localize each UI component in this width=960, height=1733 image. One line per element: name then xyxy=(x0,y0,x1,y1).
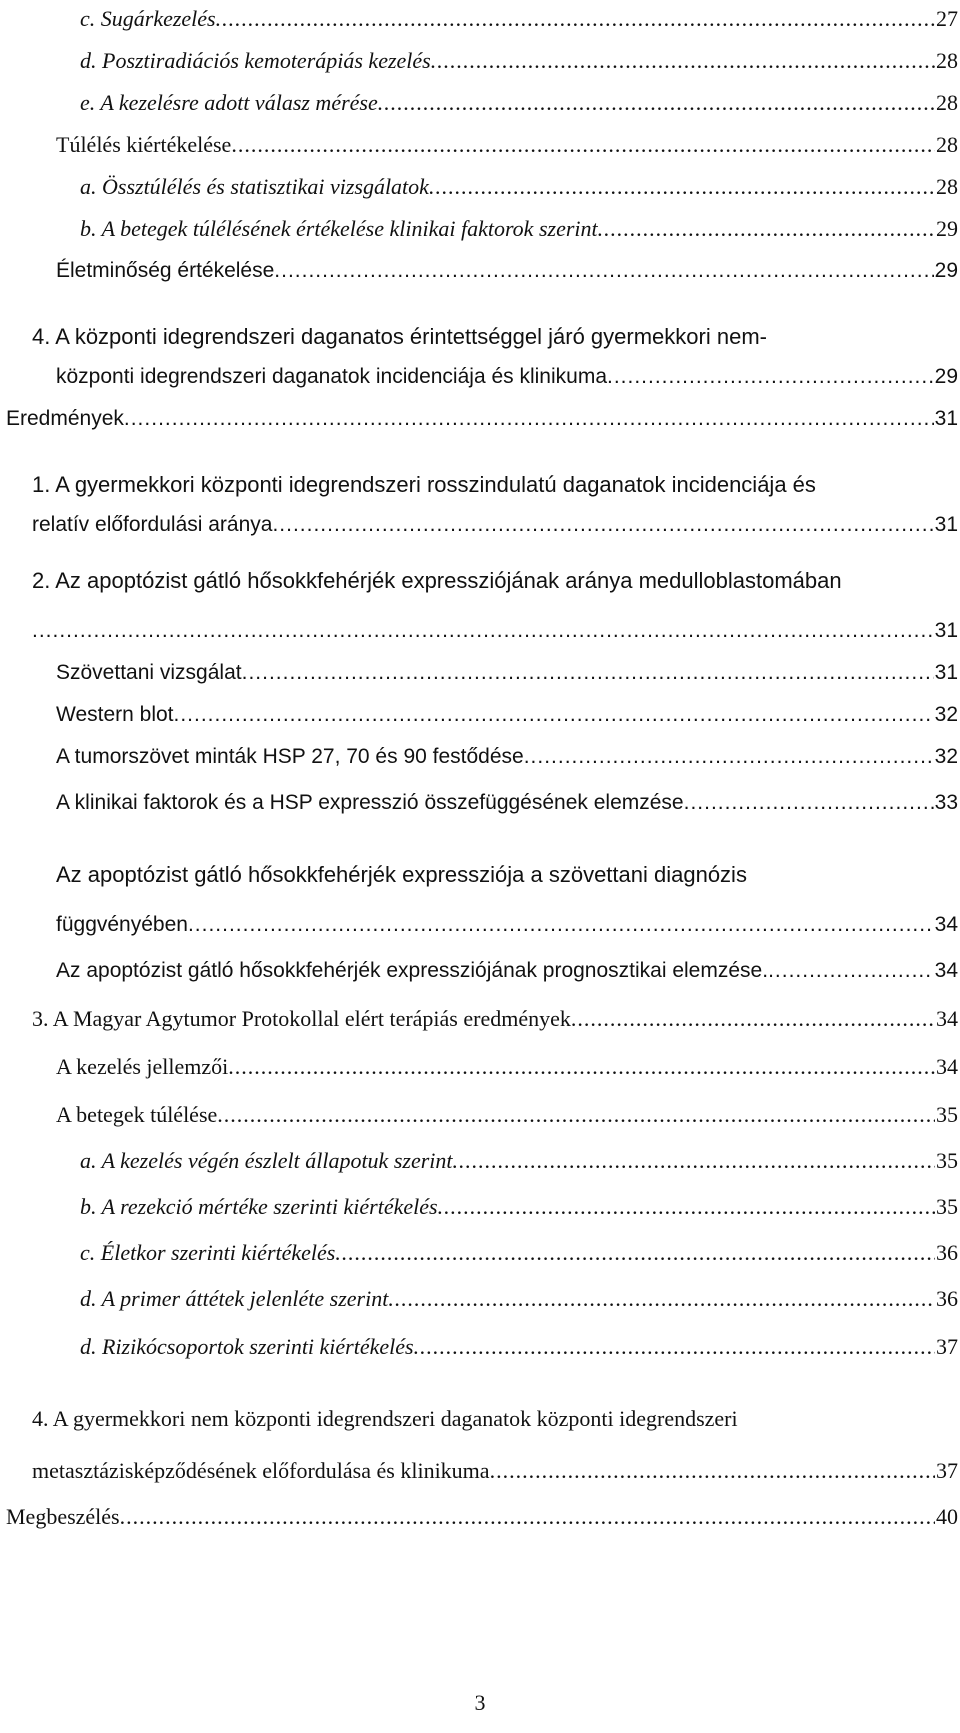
toc-entry-page: 31 xyxy=(934,407,958,430)
toc-entry-page: 35 xyxy=(936,1194,958,1219)
toc-entry-page: 31 xyxy=(934,619,958,642)
toc-entry-title: c. Sugárkezelés xyxy=(80,6,216,31)
dot-leader xyxy=(188,912,934,938)
dot-leader xyxy=(242,660,934,686)
toc-entry-page: 29 xyxy=(936,216,958,241)
toc-entry-page: 31 xyxy=(934,513,958,536)
dot-leader xyxy=(524,744,934,770)
toc-entry-title: A kezelés jellemzői xyxy=(56,1054,229,1079)
toc-entry-title: Szövettani vizsgálat xyxy=(56,661,242,684)
toc-entry[interactable] xyxy=(56,244,958,284)
toc-entry-title: Megbeszélés xyxy=(6,1504,120,1529)
toc-entry-title: A betegek túlélése xyxy=(56,1102,218,1127)
toc-entry-page: 35 xyxy=(936,1148,958,1173)
toc-entry-title-line: Az apoptózist gátló hősokkfehérjék expressziója a szövettani diagnózis xyxy=(56,862,747,887)
dot-leader xyxy=(598,216,935,242)
toc-entry[interactable] xyxy=(56,944,958,984)
toc-entry-title: Az apoptózist gátló hősokkfehérjék expressziójának prognosztikai elemzése. xyxy=(56,959,769,982)
toc-entry[interactable] xyxy=(80,1320,958,1360)
toc-entry[interactable] xyxy=(56,1088,958,1128)
toc-entry-title-line: 1. A gyermekkori központi idegrendszeri rosszindulatú daganatok incidenciája és xyxy=(32,472,816,497)
toc-entry-title-line: 2. Az apoptózist gátló hősokkfehérjék expressziójának aránya medulloblastomában xyxy=(32,568,842,593)
dot-leader xyxy=(438,1194,935,1220)
toc-entry-page: 28 xyxy=(936,48,958,73)
toc-entry[interactable] xyxy=(56,646,958,686)
toc-entry-page: 29 xyxy=(934,365,958,388)
toc-entry-title: A tumorszövet minták HSP 27, 70 és 90 festődése xyxy=(56,745,524,768)
dot-leader xyxy=(684,790,934,816)
toc-entry[interactable] xyxy=(56,1040,958,1080)
toc-entry-title: Túlélés kiértékelése xyxy=(56,132,232,157)
dot-leader xyxy=(231,132,935,158)
toc-entry[interactable] xyxy=(80,202,958,242)
toc-entry[interactable] xyxy=(80,34,958,74)
toc-entry-page: 29 xyxy=(934,259,958,282)
toc-entry[interactable] xyxy=(56,688,958,728)
toc-entry[interactable] xyxy=(80,76,958,116)
toc-entry[interactable] xyxy=(32,498,958,538)
toc-entry-page: 28 xyxy=(936,174,958,199)
toc-entry-title: b. A rezekció mértéke szerinti kiértékelés xyxy=(80,1194,438,1219)
dot-leader xyxy=(429,174,935,200)
toc-entry-title: a. Össztúlélés és statisztikai vizsgálatok xyxy=(80,174,429,199)
toc-entry-page: 34 xyxy=(936,1006,958,1031)
toc-entry-title: központi idegrendszeri daganatok incidenciája és klinikuma xyxy=(56,365,607,388)
toc-entry-title: relatív előfordulási aránya xyxy=(32,513,273,536)
toc-entry[interactable] xyxy=(56,776,958,816)
toc-entry-title: Eredmények xyxy=(6,407,124,430)
toc-entry-title: A klinikai faktorok és a HSP expresszió összefüggésének elemzése xyxy=(56,791,684,814)
toc-entry[interactable] xyxy=(32,992,958,1032)
toc-entry[interactable] xyxy=(56,350,958,390)
toc-entry-title: d. Posztiradiációs kemoterápiás kezelés xyxy=(80,48,431,73)
toc-entry-title: a. A kezelés végén észlelt állapotuk szerint xyxy=(80,1148,453,1173)
toc-entry-title-line: 4. A gyermekkori nem központi idegrendszeri daganatok központi idegrendszeri xyxy=(32,1406,738,1431)
dot-leader xyxy=(431,48,935,74)
toc-entry[interactable] xyxy=(80,0,958,32)
toc-entry[interactable] xyxy=(80,1134,958,1174)
toc-entry[interactable] xyxy=(32,604,958,644)
toc-entry-page: 36 xyxy=(936,1240,958,1265)
toc-entry-title: c. Életkor szerinti kiértékelés xyxy=(80,1240,336,1265)
toc-entry[interactable] xyxy=(6,1490,958,1530)
dot-leader xyxy=(453,1148,936,1174)
toc-entry-title: Életminőség értékelése xyxy=(56,259,275,282)
dot-leader xyxy=(272,512,933,538)
dot-leader xyxy=(216,6,935,32)
toc-entry-page: 37 xyxy=(936,1458,958,1483)
dot-leader xyxy=(607,364,934,390)
toc-entry[interactable] xyxy=(80,1226,958,1266)
toc-entry-page: 33 xyxy=(934,791,958,814)
toc-entry-title: Western blot xyxy=(56,703,174,726)
page-number: 3 xyxy=(474,1690,486,1715)
toc-entry[interactable] xyxy=(56,730,958,770)
dot-leader xyxy=(414,1334,935,1360)
toc-entry-title: d. A primer áttétek jelenléte szerint xyxy=(80,1286,389,1311)
toc-entry[interactable] xyxy=(6,392,958,432)
toc-entry[interactable] xyxy=(80,1180,958,1220)
dot-leader xyxy=(174,702,934,728)
toc-entry[interactable] xyxy=(32,1444,958,1484)
toc-entry-page: 34 xyxy=(936,1054,958,1079)
dot-leader xyxy=(378,90,935,116)
toc-entry-title: d. Rizikócsoportok szerinti kiértékelés xyxy=(80,1334,414,1359)
dot-leader xyxy=(228,1054,935,1080)
toc-entry-page: 37 xyxy=(936,1334,958,1359)
toc-entry-page: 31 xyxy=(934,661,958,684)
dot-leader xyxy=(335,1240,935,1266)
dot-leader xyxy=(490,1458,935,1484)
toc-entry[interactable] xyxy=(56,898,958,938)
toc-entry-page: 35 xyxy=(936,1102,958,1127)
dot-leader xyxy=(32,618,934,644)
dot-leader xyxy=(274,258,933,284)
toc-entry-title: 3. A Magyar Agytumor Protokollal elért terápiás eredmények xyxy=(32,1006,571,1031)
toc-entry-title: e. A kezelésre adott válasz mérése xyxy=(80,90,378,115)
dot-leader xyxy=(120,1504,935,1530)
toc-entry-title: b. A betegek túlélésének értékelése klinikai faktorok szerint xyxy=(80,216,598,241)
toc-entry-title: függvényében xyxy=(56,913,188,936)
toc-entry-page: 34 xyxy=(934,959,958,982)
toc-entry-page: 34 xyxy=(934,913,958,936)
toc-entry-page: 28 xyxy=(936,132,958,157)
dot-leader xyxy=(217,1102,935,1128)
toc-entry-page: 27 xyxy=(936,6,958,31)
dot-leader xyxy=(388,1286,935,1312)
toc-entry-page: 40 xyxy=(936,1504,958,1529)
toc-entry[interactable] xyxy=(80,160,958,200)
toc-entry-page: 36 xyxy=(936,1286,958,1311)
toc-entry-page: 32 xyxy=(934,745,958,768)
toc-entry[interactable] xyxy=(80,1272,958,1312)
dot-leader xyxy=(768,958,934,984)
toc-entry-title: metasztázisképződésének előfordulása és klinikuma xyxy=(32,1458,490,1483)
toc-entry-title-line: 4. A központi idegrendszeri daganatos érintettséggel járó gyermekkori nem- xyxy=(32,324,767,349)
dot-leader xyxy=(571,1006,935,1032)
toc-entry-page: 32 xyxy=(934,703,958,726)
toc-entry[interactable] xyxy=(56,118,958,158)
dot-leader xyxy=(124,406,934,432)
toc-entry-page: 28 xyxy=(936,90,958,115)
